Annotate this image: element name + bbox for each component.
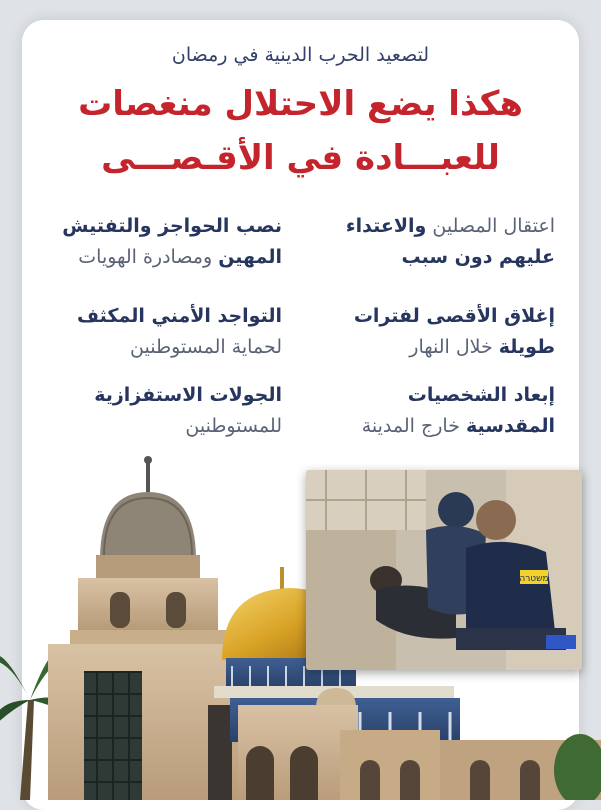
headline-line-1: هكذا يضع الاحتلال منغصات (78, 84, 523, 124)
item-arrests-bold2: عليهم دون سبب (401, 246, 555, 268)
item-closure-bold1: إغلاق الأقصى لفترات (353, 305, 555, 327)
item-tours-normal: للمستوطنين (185, 415, 282, 437)
item-checkpoints-bold2: المهين (218, 246, 282, 268)
item-expulsion-bold2: المقدسية (466, 415, 555, 437)
item-expulsion-bold1: إبعاد الشخصيات (407, 384, 555, 406)
item-arrests-bold1: والاعتداء (345, 215, 427, 237)
item-tours-bold1: الجولات الاستفزازية (94, 384, 282, 406)
item-closure-bold2: طويلة (498, 336, 555, 358)
item-checkpoints-normal: ومصادرة الهويات (78, 246, 213, 268)
subtitle: لتصعيد الحرب الدينية في رمضان (171, 44, 430, 66)
item-security-normal: لحماية المستوطنين (130, 336, 282, 358)
item-arrests-prefix: اعتقال المصلين (426, 215, 555, 237)
minaret (48, 456, 248, 800)
item-closure-normal: خلال النهار (409, 336, 493, 358)
headline-line-2: للعبـــادة في الأقـصـــى (101, 138, 500, 178)
arrest-photo-scene (306, 470, 582, 670)
item-checkpoints-bold1: نصب الحواجز والتفتيش (62, 215, 282, 237)
item-security-bold1: التواجد الأمني المكثف (77, 305, 282, 327)
item-expulsion-normal: خارج المدينة (361, 415, 460, 437)
police-vest-text: משטרה (519, 574, 549, 584)
arrest-photo (306, 470, 582, 670)
